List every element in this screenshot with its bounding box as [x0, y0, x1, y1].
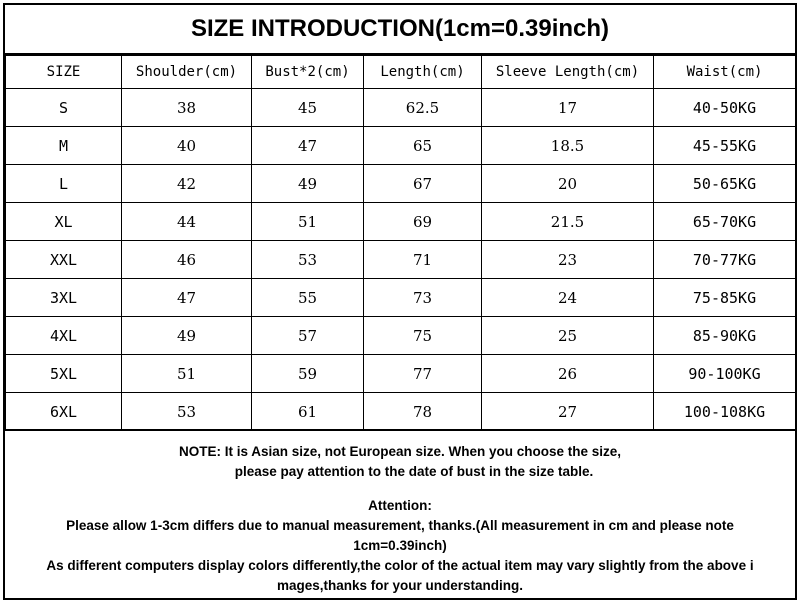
length-cell: 71: [364, 241, 482, 279]
shoulder-cell: 40: [122, 127, 252, 165]
length-cell: 78: [364, 393, 482, 431]
note-line: please pay attention to the date of bust in the size table.: [234, 464, 594, 479]
shoulder-cell: 38: [122, 89, 252, 127]
colors-note-line: mages,thanks for your understanding.: [276, 578, 524, 593]
bust-cell: 59: [252, 355, 364, 393]
waist-cell: 70-77KG: [654, 241, 796, 279]
page-title: SIZE INTRODUCTION(1cm=0.39inch): [5, 5, 795, 55]
size-cell: 4XL: [6, 317, 122, 355]
size-cell: XL: [6, 203, 122, 241]
bust-cell: 57: [252, 317, 364, 355]
table-row: [6, 203, 796, 241]
size-cell: L: [6, 165, 122, 203]
size-cell: 5XL: [6, 355, 122, 393]
sleeve-length-cell: 18.5: [482, 127, 654, 165]
sleeve-length-cell: 21.5: [482, 203, 654, 241]
waist-cell: 100-108KG: [654, 393, 796, 431]
header-length: Length(cm): [364, 56, 482, 89]
waist-cell: 65-70KG: [654, 203, 796, 241]
waist-cell: 75-85KG: [654, 279, 796, 317]
length-cell: 65: [364, 127, 482, 165]
length-cell: 75: [364, 317, 482, 355]
attention-line: 1cm=0.39inch): [353, 538, 447, 553]
bust-cell: 49: [252, 165, 364, 203]
table-row: [6, 355, 796, 393]
sleeve-length-cell: 27: [482, 393, 654, 431]
shoulder-cell: 49: [122, 317, 252, 355]
bust-cell: 55: [252, 279, 364, 317]
header-shoulder: Shoulder(cm): [122, 56, 252, 89]
waist-cell: 45-55KG: [654, 127, 796, 165]
bust-cell: 45: [252, 89, 364, 127]
header-sleeve-length: Sleeve Length(cm): [482, 56, 654, 89]
length-cell: 67: [364, 165, 482, 203]
bust-cell: 61: [252, 393, 364, 431]
size-cell: 6XL: [6, 393, 122, 431]
table-row: [6, 165, 796, 203]
size-cell: M: [6, 127, 122, 165]
table-row: [6, 89, 796, 127]
sleeve-length-cell: 23: [482, 241, 654, 279]
waist-cell: 90-100KG: [654, 355, 796, 393]
waist-cell: 50-65KG: [654, 165, 796, 203]
length-cell: 73: [364, 279, 482, 317]
shoulder-cell: 53: [122, 393, 252, 431]
table-row: [6, 127, 796, 165]
shoulder-cell: 44: [122, 203, 252, 241]
sleeve-length-cell: 26: [482, 355, 654, 393]
header-bust: Bust*2(cm): [252, 56, 364, 89]
table-row: [6, 241, 796, 279]
size-table: [5, 55, 796, 431]
header-size: SIZE: [6, 56, 122, 89]
table-row: [6, 393, 796, 431]
notes-section: [5, 429, 795, 601]
length-cell: 69: [364, 203, 482, 241]
size-cell: XXL: [6, 241, 122, 279]
length-cell: 62.5: [364, 89, 482, 127]
size-cell: 3XL: [6, 279, 122, 317]
note-line: NOTE: It is Asian size, not European size. When you choose the size,: [178, 444, 622, 459]
waist-cell: 85-90KG: [654, 317, 796, 355]
shoulder-cell: 47: [122, 279, 252, 317]
sleeve-length-cell: 25: [482, 317, 654, 355]
sleeve-length-cell: 17: [482, 89, 654, 127]
size-chart: [3, 3, 797, 600]
length-cell: 77: [364, 355, 482, 393]
table-row: [6, 317, 796, 355]
table-row: [6, 279, 796, 317]
attention-line: Please allow 1-3cm differs due to manual measurement, thanks.(All measurement in cm and please note: [66, 518, 734, 533]
shoulder-cell: 51: [122, 355, 252, 393]
sleeve-length-cell: 24: [482, 279, 654, 317]
shoulder-cell: 42: [122, 165, 252, 203]
bust-cell: 47: [252, 127, 364, 165]
bust-cell: 53: [252, 241, 364, 279]
waist-cell: 40-50KG: [654, 89, 796, 127]
shoulder-cell: 46: [122, 241, 252, 279]
size-cell: S: [6, 89, 122, 127]
colors-note-line: As different computers display colors differently,the color of the actual item may vary slightly from the above i: [46, 558, 754, 573]
sleeve-length-cell: 20: [482, 165, 654, 203]
header-waist: Waist(cm): [654, 56, 796, 89]
attention-title: Attention:: [368, 498, 432, 513]
table-header-row: [6, 56, 796, 89]
bust-cell: 51: [252, 203, 364, 241]
